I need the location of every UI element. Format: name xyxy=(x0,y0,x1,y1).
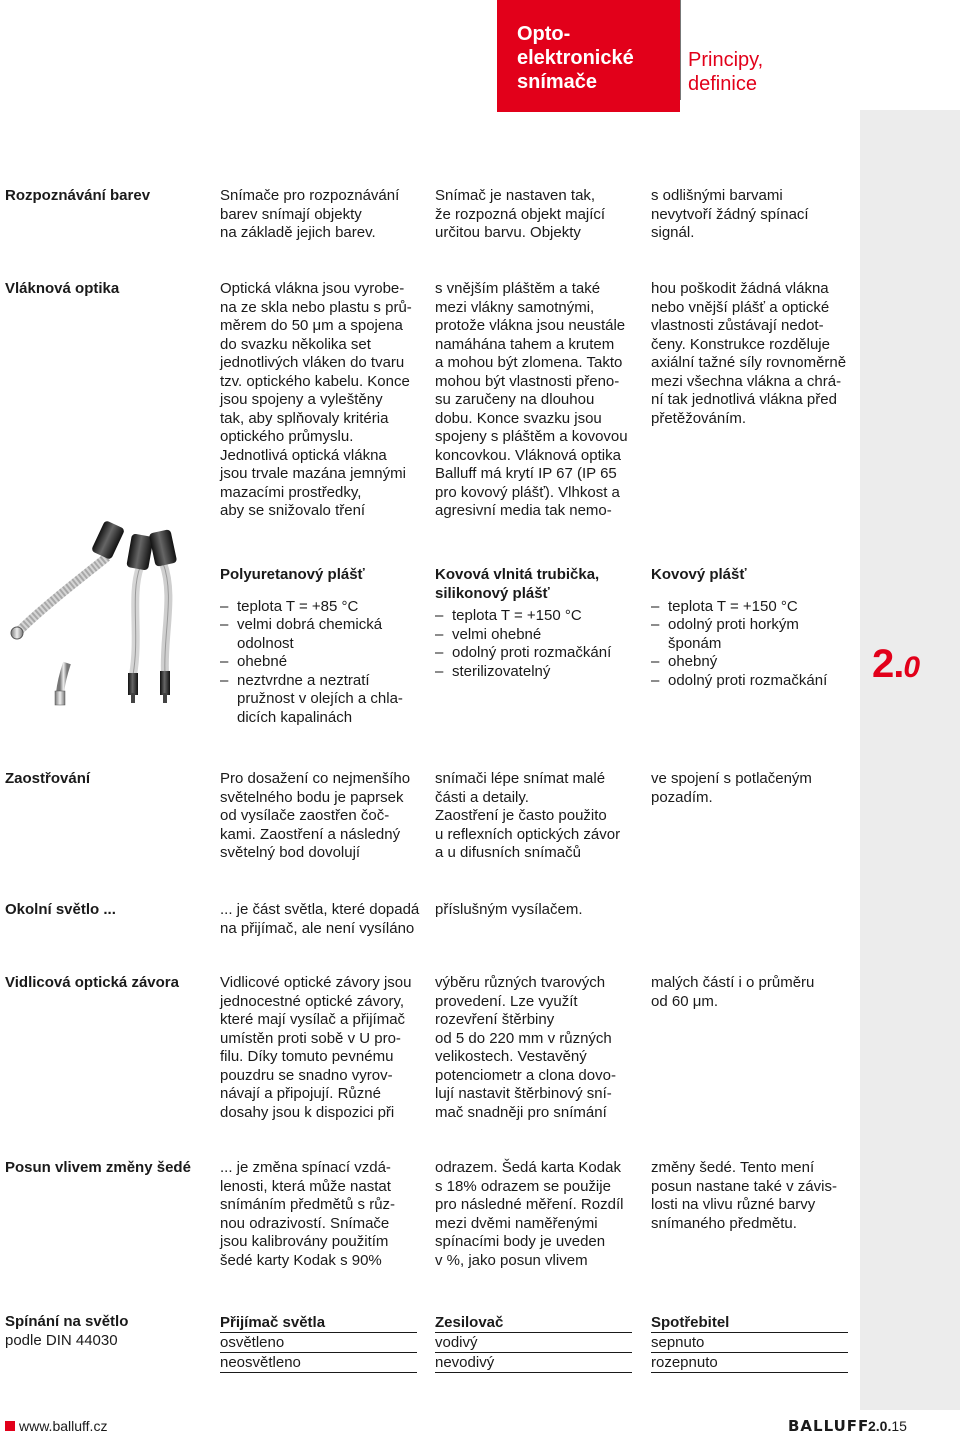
table-cell: osvětleno xyxy=(220,1332,417,1353)
footer-url-text: www.balluff.cz xyxy=(19,1418,108,1434)
vlakna-text-1: Optická vlákna jsou vyrobe- na ze skla nebo plastu s prů- měrem do 50 μm a spojena do svazku několika set jednotlivých vláken do tvaru tzv. optického kabelu. Konce jsou spojeny a vyleštěny tak, aby splňovaly kritéria optického průmyslu. Jednotlivá optická vlákna jsou trvale mazána jemnými mazacími prostředky, aby se snižovalo tření xyxy=(220,280,412,519)
table-cell: rozepnuto xyxy=(651,1353,848,1373)
barvy-col-2 xyxy=(435,187,640,243)
material-properties-list xyxy=(435,607,640,681)
vlakna-col-2 xyxy=(435,280,640,521)
list-item: – teplota T = +150 °C xyxy=(435,607,640,626)
list-item: – odolný proti rozmačkání xyxy=(435,644,640,663)
table-header: Spotřebitel xyxy=(651,1314,730,1331)
list-item: – sterilizovatelný xyxy=(435,663,640,682)
spinani-table-spotrebitel xyxy=(651,1313,856,1373)
table-cell: vodivý xyxy=(435,1332,632,1353)
list-item: – ohebné xyxy=(220,653,425,672)
term-spinani-na-svetlo xyxy=(5,1313,210,1350)
material-title: Kovový plášť xyxy=(651,566,747,583)
spinani-term-subtitle: podle DIN 44030 xyxy=(5,1331,118,1349)
vidlicova-col-1 xyxy=(220,974,425,1122)
chapter-number-main: 2. xyxy=(872,642,904,686)
posun-text-2: odrazem. Šedá karta Kodak s 18% odrazem se použije pro následné měření. Rozdíl mezi dvěmi naměřenými spínacími body je uveden v %, jako posun vlivem xyxy=(435,1159,624,1269)
barvy-text-2: Snímač je nastaven tak, že rozpozná objekt mající určitou barvu. Objekty xyxy=(435,187,606,241)
barvy-text-1: Snímače pro rozpoznávání barev snímají objekty na základě jejich barev. xyxy=(220,187,400,241)
list-item: – teplota T = +150 °C xyxy=(651,598,856,617)
spinani-table-prijimac xyxy=(220,1313,425,1373)
vlakna-text-2: s vnějším pláštěm a také mezi vlákny samotnými, protože vlákna jsou neustále namáhána tahem a krutem a mohou být zlomena. Takto mohou být vlastnosti přeno- su zaručeny na dlouhou dobu. Konce svazku jsou spojeny s pláštěm a kovovou koncovkou. Vláknová optika Balluff má krytí IP 67 (IP 65 pro kovový plášť). Vlhkost a agresivní media tak nemo- xyxy=(435,280,628,519)
header-divider xyxy=(680,0,681,100)
material-properties-list xyxy=(651,598,856,691)
material-title: Kovová vlnitá trubička, silikonový plášť xyxy=(435,566,600,602)
chapter-side-bar xyxy=(860,110,960,1410)
page-number-chapter: 2.0. xyxy=(868,1418,892,1434)
zaostrovani-text-2: snímači lépe snímat malé části a detaily. Zaostření je často použito u reflexních optických závor a u difusních snímačů xyxy=(435,770,621,861)
term-rozpoznavani-barev: Rozpoznávání barev xyxy=(5,187,151,204)
list-item: – teplota T = +85 °C xyxy=(220,598,425,617)
term-posun-sede: Posun vlivem změny šedé xyxy=(5,1159,191,1176)
table-cell: sepnuto xyxy=(651,1332,848,1353)
list-item: – neztvrdne a neztratí pružnost v olejích a chla- dicích kapalinách xyxy=(220,672,425,728)
term-vlaknova-optika: Vláknová optika xyxy=(5,280,120,297)
page-number-value: 15 xyxy=(891,1418,907,1434)
table-header: Přijímač světla xyxy=(220,1314,326,1331)
footer-website-link[interactable] xyxy=(5,1417,107,1435)
list-item: – ohebný xyxy=(651,653,856,672)
term-okolni-svetlo: Okolní světlo ... xyxy=(5,901,116,918)
list-item: – velmi dobrá chemická odolnost xyxy=(220,616,425,653)
material-metal-corrugated xyxy=(435,566,640,681)
posun-text-3: změny šedé. Tento mení posun nastane také v závis- losti na vlivu různé barvy snímaného předmětu. xyxy=(651,1159,837,1232)
table-cell: nevodivý xyxy=(435,1353,632,1373)
material-properties-list xyxy=(220,598,425,728)
table-header: Zesilovač xyxy=(435,1314,504,1331)
posun-col-3 xyxy=(651,1159,856,1233)
posun-col-1 xyxy=(220,1159,425,1270)
fiber-optic-cables-image xyxy=(5,515,215,715)
list-item: – velmi ohebné xyxy=(435,626,640,645)
vidlicova-text-3: malých částí i o průměru od 60 μm. xyxy=(651,974,815,1010)
okolni-text-2: příslušným vysílačem. xyxy=(435,901,583,918)
okolni-col-1 xyxy=(220,901,425,938)
vidlicova-col-2 xyxy=(435,974,640,1122)
chapter-number xyxy=(872,642,919,687)
table-cell: neosvětleno xyxy=(220,1353,417,1373)
material-title: Polyuretanový plášť xyxy=(220,566,365,583)
zaostrovani-col-1 xyxy=(220,770,425,863)
vidlicova-text-1: Vidlicové optické závory jsou jednocestné optické závory, které mají vysílač a přijímač umístěn proti sobě v U pro- filu. Díky tomuto pevnému pouzdru se snadno vyrov- návají a připojují. Různé dosahy jsou k dispozici při xyxy=(220,974,412,1121)
spinani-table-zesilovac xyxy=(435,1313,640,1373)
bullet-square-icon xyxy=(5,1421,15,1431)
balluff-logo: BALLUFF xyxy=(788,1417,870,1435)
list-item: – odolný proti horkým šponám xyxy=(651,616,856,653)
vidlicova-col-3 xyxy=(651,974,856,1011)
list-item: – odolný proti rozmačkání xyxy=(651,672,856,691)
vidlicova-text-2: výběru různých tvarových provedení. Lze využít rozevření štěrbiny od 5 do 220 mm v různých velikostech. Vestavěný potenciometr a clona dovo- lují nastavit štěrbinový sní- mač snadněji pro snímání xyxy=(435,974,616,1121)
vlakna-text-3: hou poškodit žádná vlákna nebo vnější plášť a optické vlastnosti zůstávají nedot- čeny. Konstrukce rozděluje axiální tažné síly rovnoměrně mezi všechna vlákna a chrá- ní tak jednotlivá vlákna před přetěžováním. xyxy=(651,280,847,427)
material-metal-sheath xyxy=(651,566,856,690)
barvy-col-1 xyxy=(220,187,425,243)
vlakna-col-3 xyxy=(651,280,856,428)
chapter-number-sub: 0 xyxy=(903,651,920,684)
barvy-col-3 xyxy=(651,187,856,243)
zaostrovani-col-3 xyxy=(651,770,856,807)
zaostrovani-text-1: Pro dosažení co nejmenšího světelného bodu je paprsek od vysílače zaostřen čoč- kami. Zaostření a následný světelný bod dovolují xyxy=(220,770,411,861)
posun-text-1: ... je změna spínací vzdá- lenosti, která může nastat snímáním předmětů s růz- nou odrazivostí. Snímače jsou kalibrovány použitím šedé karty Kodak s 90% xyxy=(220,1159,396,1269)
okolni-col-2 xyxy=(435,901,640,920)
barvy-text-3: s odlišnými barvami nevytvoří žádný spínací signál. xyxy=(651,187,809,241)
spinani-term-title: Spínání na světlo xyxy=(5,1313,129,1330)
zaostrovani-text-3: ve spojení s potlačeným pozadím. xyxy=(651,770,812,806)
vlakna-col-1 xyxy=(220,280,425,521)
header-title: Opto- elektronické snímače xyxy=(517,23,634,93)
page-number xyxy=(868,1417,907,1435)
term-vidlicova-zavora: Vidlicová optická závora xyxy=(5,974,179,991)
header-subtitle: Principy, definice xyxy=(688,49,764,95)
term-zaostrovani: Zaostřování xyxy=(5,770,91,787)
material-polyurethane xyxy=(220,566,425,727)
posun-col-2 xyxy=(435,1159,640,1270)
zaostrovani-col-2 xyxy=(435,770,640,863)
okolni-text-1: ... je část světla, které dopadá na přijímač, ale není vysíláno xyxy=(220,901,420,937)
